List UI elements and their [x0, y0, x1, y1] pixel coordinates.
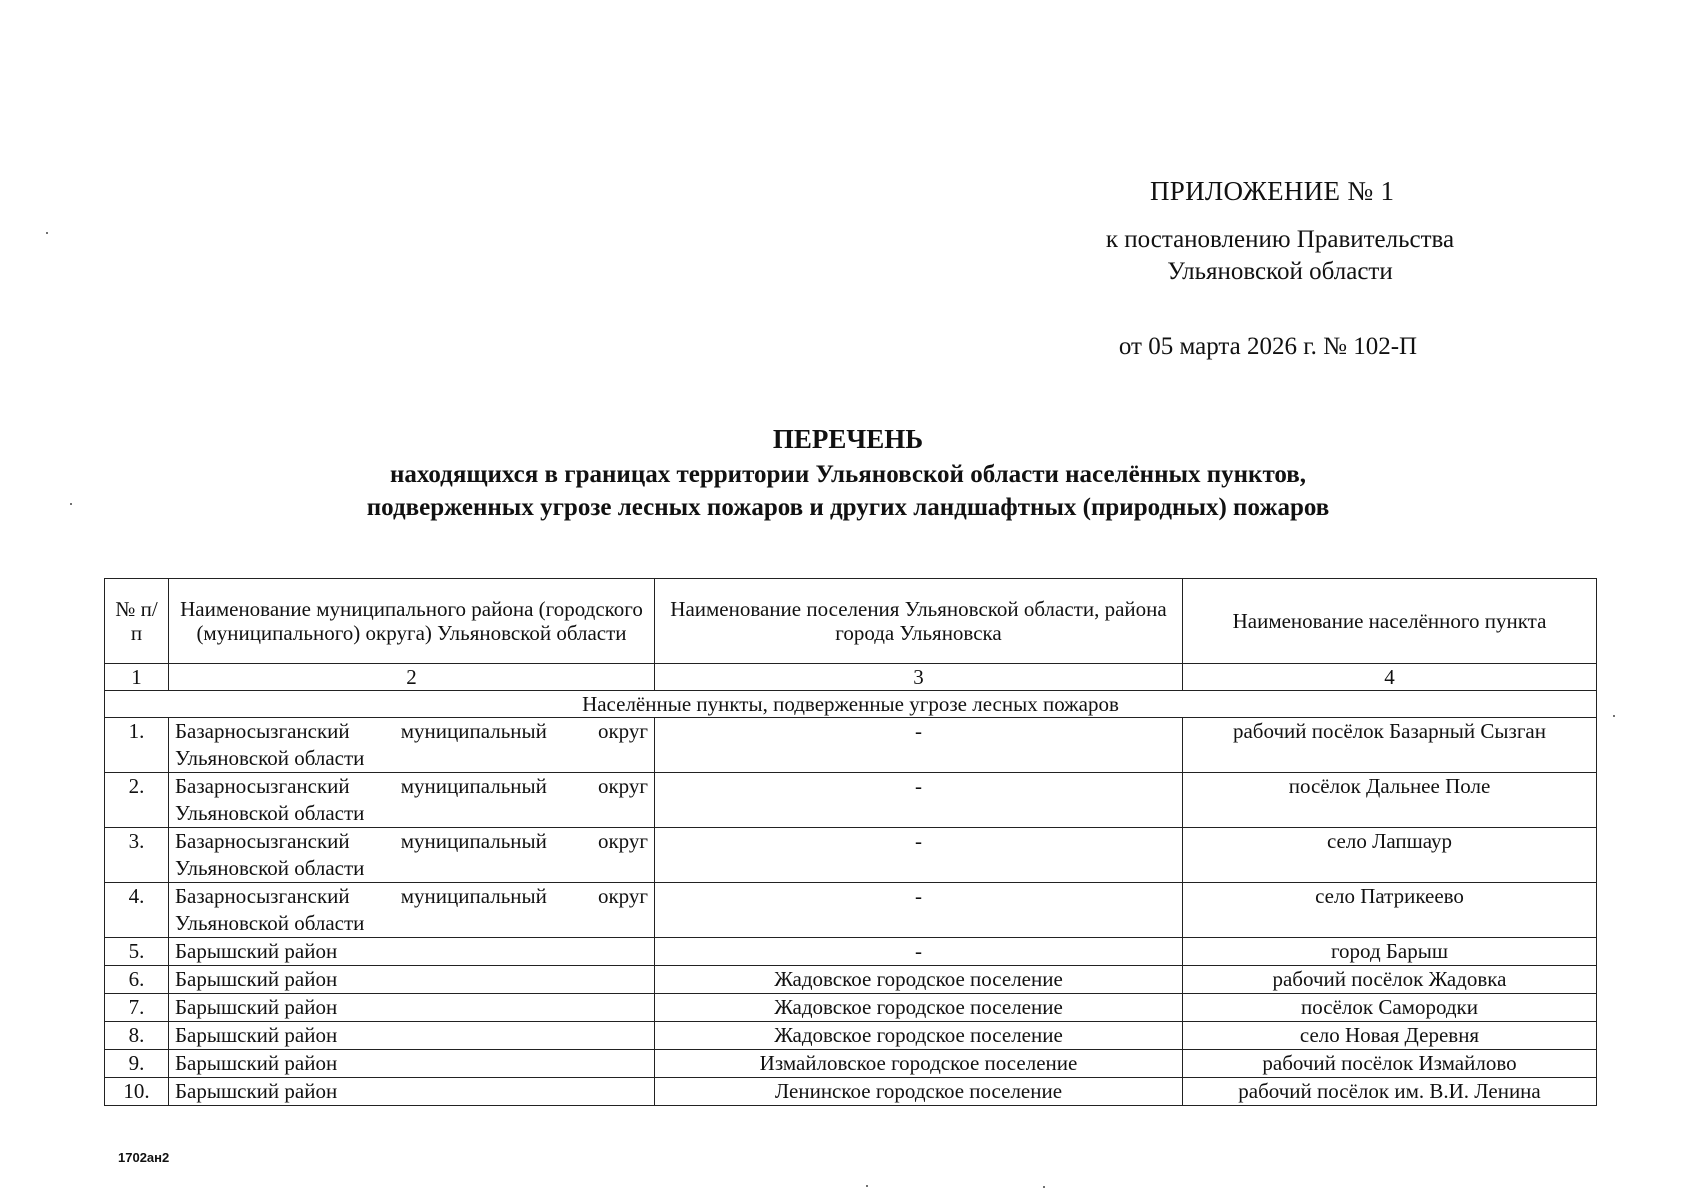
- row-number: 8.: [105, 1022, 169, 1050]
- section-title: Населённые пункты, подверженные угрозе лесных пожаров: [105, 691, 1597, 718]
- document-subtitle: [0, 458, 1696, 524]
- row-district: Барышский район: [169, 1050, 655, 1078]
- scan-speck: [1043, 1186, 1045, 1188]
- column-number-row: [105, 664, 1597, 691]
- table-header-row: [105, 579, 1597, 664]
- table-row: [105, 773, 1597, 828]
- row-district: Базарносызганский муниципальный округ Ульяновской области: [169, 828, 655, 883]
- row-settlement: -: [655, 773, 1183, 828]
- header-district: Наименование муниципального района (городского (муниципального) округа) Ульяновской области: [169, 579, 655, 664]
- row-number: 3.: [105, 828, 169, 883]
- header-settlement: Наименование поселения Ульяновской области, района города Ульяновска: [655, 579, 1183, 664]
- row-locality: город Барыш: [1183, 938, 1597, 966]
- row-district: Базарносызганский муниципальный округ Ульяновской области: [169, 773, 655, 828]
- resolution-date: от 05 марта 2026 г. № 102-П: [1118, 333, 1418, 360]
- resolution-reference: [1080, 224, 1480, 288]
- row-locality: село Новая Деревня: [1183, 1022, 1597, 1050]
- subtitle-line-2: подверженных угрозе лесных пожаров и других ландшафтных (природных) пожаров: [366, 494, 1330, 521]
- scan-speck: [70, 503, 72, 505]
- table-row: [105, 1022, 1597, 1050]
- row-locality: посёлок Дальнее Поле: [1183, 773, 1597, 828]
- row-number: 1.: [105, 718, 169, 773]
- table-row: [105, 994, 1597, 1022]
- appendix-label: ПРИЛОЖЕНИЕ № 1: [1150, 176, 1395, 206]
- row-settlement: -: [655, 938, 1183, 966]
- table-row: [105, 883, 1597, 938]
- table-row: [105, 1078, 1597, 1106]
- header-number: № п/п: [105, 579, 169, 664]
- scan-speck: [46, 232, 48, 234]
- row-locality: рабочий посёлок Жадовка: [1183, 966, 1597, 994]
- row-number: 10.: [105, 1078, 169, 1106]
- resolution-line-1: к постановлению Правительства: [1105, 226, 1455, 253]
- row-number: 7.: [105, 994, 169, 1022]
- row-district: Барышский район: [169, 938, 655, 966]
- row-district: Барышский район: [169, 1022, 655, 1050]
- localities-table: [104, 578, 1597, 1106]
- row-number: 9.: [105, 1050, 169, 1078]
- row-settlement: -: [655, 718, 1183, 773]
- subtitle-line-1: находящихся в границах территории Ульяновской области населённых пунктов,: [389, 461, 1307, 488]
- table-row: [105, 1050, 1597, 1078]
- row-settlement: Измайловское городское поселение: [655, 1050, 1183, 1078]
- row-locality: рабочий посёлок Измайлово: [1183, 1050, 1597, 1078]
- row-locality: село Патрикеево: [1183, 883, 1597, 938]
- row-district: Базарносызганский муниципальный округ Ульяновской области: [169, 718, 655, 773]
- table-row: [105, 966, 1597, 994]
- scan-speck: [1613, 715, 1615, 717]
- row-district: Барышский район: [169, 966, 655, 994]
- column-number: 2: [169, 664, 655, 691]
- row-number: 6.: [105, 966, 169, 994]
- document-title: ПЕРЕЧЕНЬ: [772, 424, 924, 454]
- table-row: [105, 938, 1597, 966]
- row-district: Барышский район: [169, 994, 655, 1022]
- scan-speck: [866, 1185, 868, 1187]
- row-settlement: Жадовское городское поселение: [655, 1022, 1183, 1050]
- row-district: Базарносызганский муниципальный округ Ульяновской области: [169, 883, 655, 938]
- header-locality: Наименование населённого пункта: [1183, 579, 1597, 664]
- column-number: 3: [655, 664, 1183, 691]
- row-settlement: -: [655, 883, 1183, 938]
- row-settlement: Ленинское городское поселение: [655, 1078, 1183, 1106]
- table-row: [105, 718, 1597, 773]
- row-settlement: -: [655, 828, 1183, 883]
- resolution-line-2: Ульяновской области: [1167, 258, 1393, 285]
- row-number: 2.: [105, 773, 169, 828]
- column-number: 1: [105, 664, 169, 691]
- document-code: 1702ан2: [118, 1150, 170, 1165]
- row-number: 5.: [105, 938, 169, 966]
- row-locality: село Лапшаур: [1183, 828, 1597, 883]
- column-number: 4: [1183, 664, 1597, 691]
- row-locality: рабочий посёлок Базарный Сызган: [1183, 718, 1597, 773]
- section-row: [105, 691, 1597, 718]
- row-settlement: Жадовское городское поселение: [655, 994, 1183, 1022]
- row-locality: посёлок Самородки: [1183, 994, 1597, 1022]
- row-number: 4.: [105, 883, 169, 938]
- table-row: [105, 828, 1597, 883]
- row-district: Барышский район: [169, 1078, 655, 1106]
- row-locality: рабочий посёлок им. В.И. Ленина: [1183, 1078, 1597, 1106]
- row-settlement: Жадовское городское поселение: [655, 966, 1183, 994]
